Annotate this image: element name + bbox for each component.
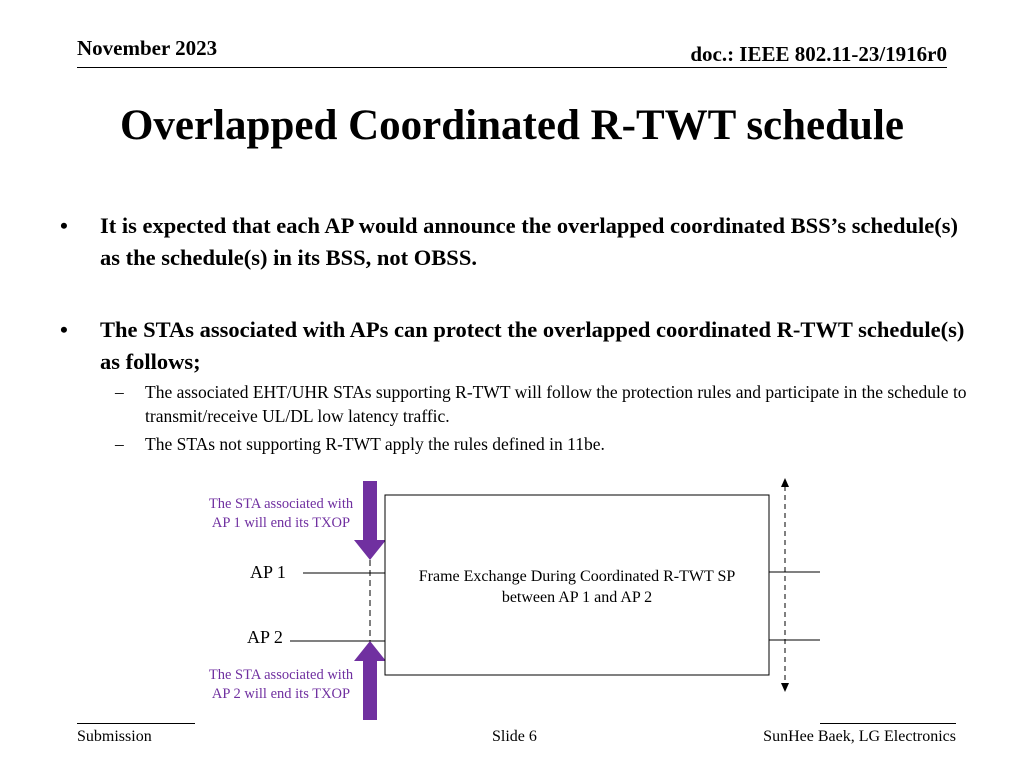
box-text-line-1: Frame Exchange During Coordinated R-TWT SP <box>418 568 736 585</box>
header-doc-id: doc.: IEEE 802.11-23/1916r0 <box>690 42 947 66</box>
sub-bullet-text: The associated EHT/UHR STAs supporting R-TWT will follow the protection rules and participate in the schedule to transmit/receive UL/DL low latency traffic. <box>145 382 967 426</box>
footer-author: SunHee Baek, LG Electronics <box>763 728 956 745</box>
footer-divider-left <box>77 723 195 724</box>
sub-bullet-symbol: – <box>115 382 124 402</box>
sp-duration-arrowhead-top <box>781 478 789 487</box>
bottom-note-line-2: AP 2 will end its TXOP <box>211 686 351 702</box>
bullet-text: The STAs associated with APs can protect the overlapped coordinated R-TWT schedule(s) as follows; <box>100 317 965 374</box>
top-note-line-1: The STA associated with <box>208 496 354 512</box>
sp-duration-arrowhead-bottom <box>781 683 789 692</box>
frame-exchange-box <box>385 495 769 675</box>
ap1-label: AP 1 <box>250 562 286 582</box>
top-down-arrow <box>354 481 386 560</box>
bottom-up-arrow <box>354 641 386 720</box>
footer-slide-number: Slide 6 <box>492 728 537 745</box>
sub-bullet-text: The STAs not supporting R-TWT apply the rules defined in 11be. <box>145 434 605 454</box>
box-text-line-2: between AP 1 and AP 2 <box>501 589 653 606</box>
bottom-note-line-1: The STA associated with <box>208 667 354 683</box>
bullet-symbol: • <box>60 213 68 238</box>
footer-submission: Submission <box>77 728 152 745</box>
top-note-line-2: AP 1 will end its TXOP <box>211 515 351 531</box>
sub-bullet-symbol: – <box>115 434 124 454</box>
header-date: November 2023 <box>77 36 218 60</box>
bullet-text: It is expected that each AP would announce the overlapped coordinated BSS’s schedule(s) as the schedule(s) in its BSS, not OBSS. <box>100 213 958 270</box>
footer-divider-right <box>820 723 956 724</box>
bullet-symbol: • <box>60 317 68 342</box>
ap2-label: AP 2 <box>247 627 283 647</box>
slide-title: Overlapped Coordinated R-TWT schedule <box>119 102 904 149</box>
